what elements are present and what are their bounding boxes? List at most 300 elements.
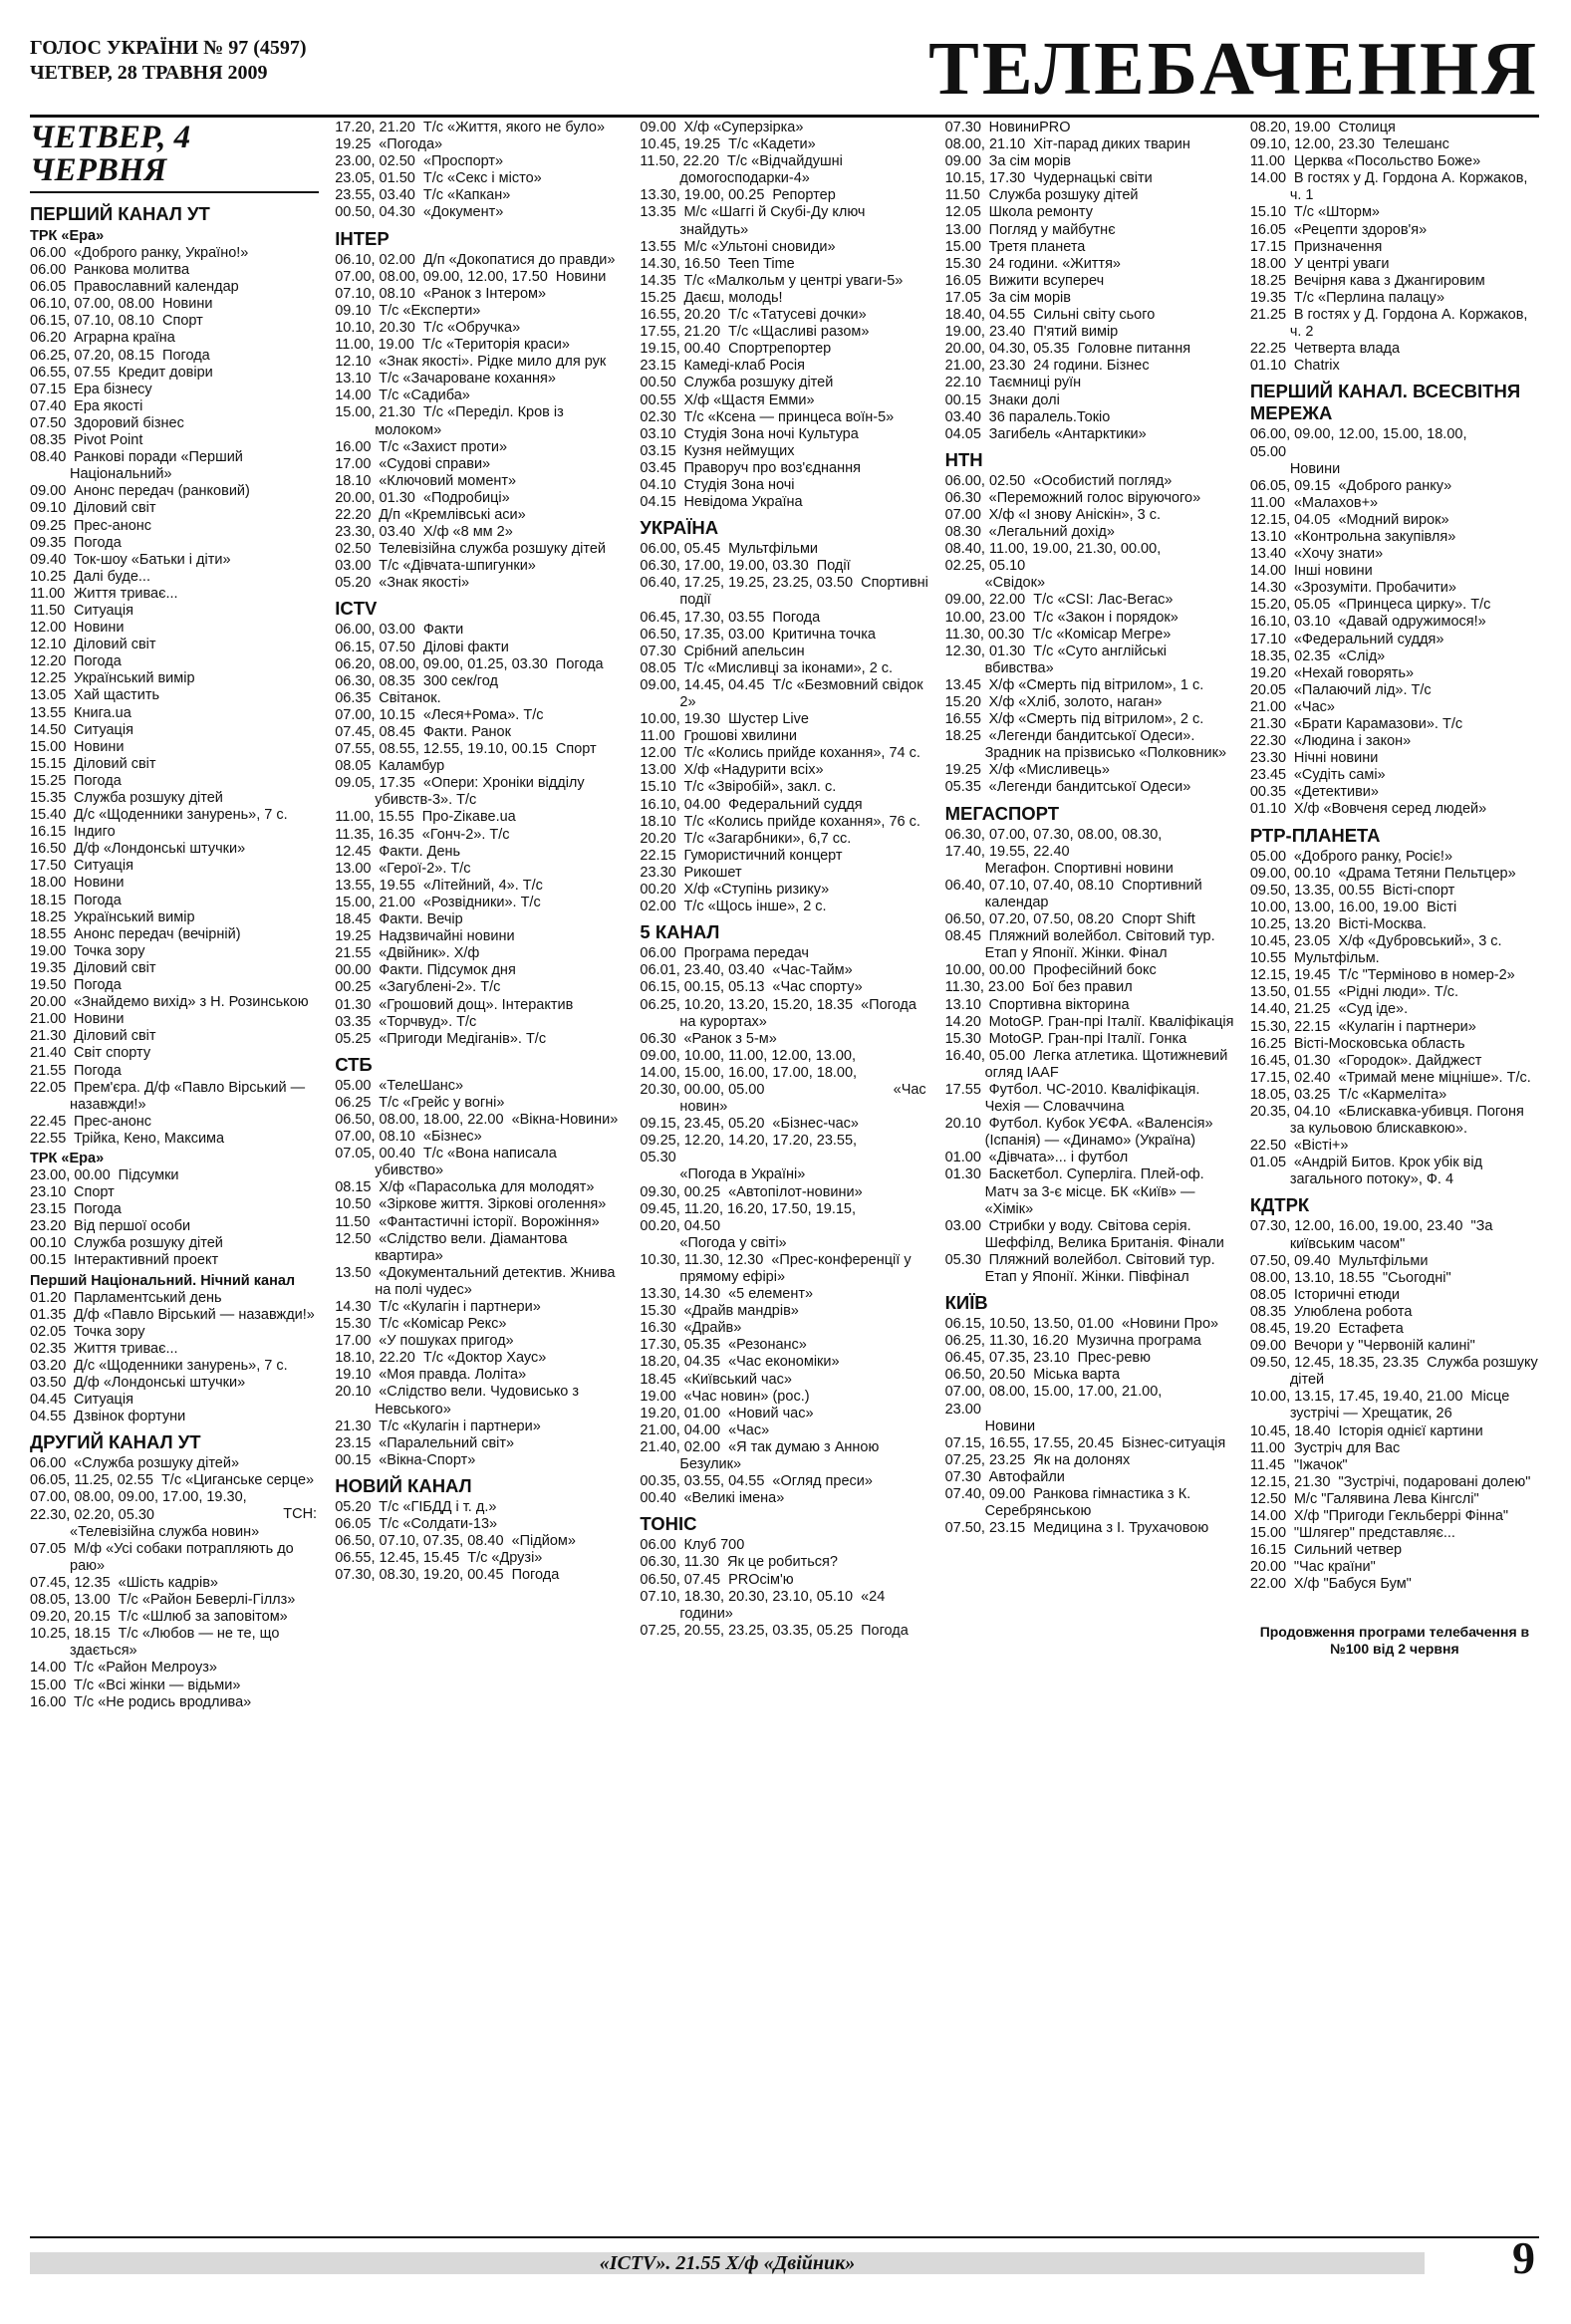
program-title: «Шість кадрів» (118, 1574, 218, 1591)
program-time: 19.15, 00.40 (640, 341, 721, 358)
program-time: 15.00, 21.00 (335, 894, 415, 910)
program-entry (1250, 1321, 1539, 1338)
program-time: 15.00 (944, 238, 981, 255)
channel-heading: РТР-ПЛАНЕТА (1249, 824, 1381, 846)
program-title: «Легенди бандитської Одеси» (988, 779, 1191, 796)
program-entry (335, 809, 624, 826)
program-title: «Контрольна закупівля» (1293, 528, 1456, 545)
program-entry (1250, 597, 1539, 614)
program-entry (945, 997, 1234, 1014)
program-title: Х/ф «І знову Аніскін», 3 с. (988, 506, 1162, 523)
program-time: 03.15 (640, 442, 676, 459)
program-time: 06.30, 17.00, 19.00, 03.30 (640, 558, 809, 575)
program-title: Третя планета (988, 238, 1086, 255)
program-title: Х/ф «Ступінь ризику» (683, 882, 830, 899)
program-time: 21.40, 02.00 (640, 1438, 721, 1455)
program-title: Вісті-Московська область (1293, 1035, 1465, 1052)
program-title: Х/ф «Мисливець» (988, 762, 1110, 779)
program-title: Інтерактивний проект (74, 1252, 219, 1269)
program-entry (945, 1384, 1234, 1434)
program-entry (640, 644, 928, 660)
program-entry (640, 409, 928, 426)
program-title: Ранкова гімнастика з К. Серебрянською (984, 1486, 1191, 1520)
program-entry (640, 204, 928, 238)
program-entry (30, 603, 319, 620)
program-title: Т/с «Друзі» (467, 1550, 543, 1567)
program-entry (945, 273, 1234, 290)
program-title: Т/с «Татусеві дочки» (728, 307, 867, 324)
program-title: М/с «Ультоні сновиди» (683, 238, 836, 255)
program-title: «Погода на курортах» (679, 996, 916, 1030)
program-title: Точка зору (74, 1323, 145, 1340)
program-entry (30, 313, 319, 330)
program-time: 07.00, 08.00, 09.00, 17.00, 19.30, 22.30, 02.20, 05.30 (30, 1489, 247, 1523)
program-time: 20.05 (1249, 681, 1287, 698)
program-time: 22.00 (1249, 1576, 1287, 1593)
channel-heading: УКРАЇНА (640, 517, 719, 539)
program-entry (1250, 933, 1539, 950)
program-time: 17.00 (335, 1333, 372, 1350)
program-title: Вижити всупереч (988, 272, 1105, 289)
program-entry (30, 807, 319, 824)
program-time: 12.25 (30, 670, 67, 687)
program-title: Пляжний волейбол. Світовий тур. Етап у Японії. Жінки. Фінал (984, 928, 1215, 962)
program-entry (640, 1537, 928, 1554)
program-time: 23.05, 01.50 (335, 170, 415, 187)
program-time: 18.05, 03.25 (1249, 1086, 1331, 1103)
program-title: «Фантастичні історії. Ворожіння» (379, 1213, 600, 1230)
program-entry (1250, 1087, 1539, 1104)
program-entry (640, 1184, 928, 1201)
program-time: 03.50 (30, 1375, 67, 1391)
program-title: Погляд у майбутнє (988, 221, 1116, 238)
program-entry (335, 1384, 624, 1418)
program-title: «Знайдемо вихід» з Н. Розинською (74, 994, 309, 1011)
program-title: М/с «Шаггі й Скубі-Ду ключ знайдуть» (679, 204, 866, 238)
program-entry (640, 711, 928, 728)
program-entry (30, 483, 319, 500)
program-title: Український вимір (74, 908, 195, 925)
program-title: Естафета (1338, 1321, 1404, 1337)
program-title: Загибель «Антарктики» (988, 425, 1147, 442)
program-entry (1250, 1138, 1539, 1155)
program-entry (335, 673, 624, 690)
program-entry (335, 187, 624, 204)
program-entry (335, 136, 624, 153)
program-title: Т/с «Зачароване кохання» (379, 371, 556, 387)
program-title: «ТелеШанс» (379, 1077, 464, 1094)
program-time: 17.00 (335, 455, 372, 472)
program-time: 21.00, 23.30 (944, 358, 1026, 375)
program-title: Служба розшуку дітей (683, 375, 834, 391)
program-entry (1250, 665, 1539, 682)
program-title: Бої без правил (1032, 979, 1133, 996)
program-time: 06.20 (30, 330, 67, 347)
program-entry (945, 204, 1234, 221)
program-time: 21.00 (30, 1011, 67, 1028)
program-time: 06.30 (640, 1030, 676, 1047)
program-time: 13.55, 19.55 (335, 877, 415, 894)
program-entry (945, 1166, 1234, 1217)
program-entry (1250, 1474, 1539, 1491)
program-time: 02.05 (30, 1323, 67, 1340)
program-title: Т/с «Всі жінки — відьми» (74, 1677, 241, 1693)
program-time: 05.25 (335, 1030, 372, 1047)
program-time: 12.10 (30, 637, 67, 653)
program-time: 10.10, 20.30 (335, 319, 415, 336)
program-title: Погода (162, 347, 210, 364)
program-entry (30, 279, 319, 296)
program-time: 09.10 (30, 500, 67, 517)
program-time: 18.55 (30, 925, 67, 942)
program-entry (30, 841, 319, 858)
program-entry (1250, 699, 1539, 716)
program-entry (640, 273, 928, 290)
program-entry (1250, 984, 1539, 1001)
program-entry (30, 943, 319, 960)
program-time: 19.20 (1249, 664, 1287, 681)
program-time: 11.50 (335, 1213, 371, 1230)
program-title: 24 години. Бізнес (1033, 358, 1150, 375)
program-entry (335, 1196, 624, 1213)
channel-heading: КДТРК (1249, 1194, 1310, 1216)
program-title: Новини (74, 875, 125, 892)
program-time: 06.05, 11.25, 02.55 (30, 1472, 153, 1489)
program-entry (1250, 307, 1539, 341)
program-entry (945, 239, 1234, 256)
program-entry (1250, 916, 1539, 933)
program-entry (640, 256, 928, 273)
program-title: «Слідство вели. Діамантова квартира» (375, 1230, 568, 1264)
program-title: «Погода» (379, 136, 443, 153)
program-time: 18.10 (640, 813, 676, 830)
program-time: 09.00 (30, 483, 67, 500)
program-time: 16.30 (640, 1320, 676, 1337)
program-entry (945, 358, 1234, 375)
program-time: 09.35 (30, 534, 67, 551)
program-title: Критична точка (772, 626, 876, 643)
program-title: «Час» (728, 1421, 770, 1438)
program-title: «Літейний, 4». Т/с (422, 877, 543, 894)
program-title: Погода (511, 1567, 560, 1584)
program-entry (335, 1350, 624, 1367)
program-time: 12.15, 21.30 (1249, 1473, 1331, 1490)
program-time: 02.35 (30, 1340, 67, 1357)
program-entry (640, 779, 928, 796)
program-title: Професійний бокс (1033, 962, 1157, 979)
program-time: 07.10, 18.30, 20.30, 23.10, 05.10 (640, 1588, 854, 1605)
program-entry (640, 997, 928, 1031)
program-entry (335, 120, 624, 136)
program-entry (30, 449, 319, 483)
program-entry (335, 1146, 624, 1179)
program-time: 09.50, 13.35, 00.55 (1249, 882, 1375, 899)
program-entry (335, 861, 624, 878)
program-title: «Резонанс» (728, 1337, 807, 1354)
program-entry (1250, 153, 1539, 170)
program-title: Факти. День (379, 843, 461, 860)
program-entry (945, 1316, 1234, 1333)
program-entry (945, 979, 1234, 996)
program-time: 07.10, 08.10 (335, 285, 415, 302)
program-time: 14.30 (1249, 580, 1287, 597)
program-time: 21.30 (1249, 716, 1287, 732)
channel-heading: НОВИЙ КАНАЛ (335, 1474, 472, 1496)
program-title: «Подробиці» (422, 489, 510, 506)
program-title: PROсім'ю (728, 1571, 794, 1588)
program-entry (945, 1116, 1234, 1150)
program-title: Події (816, 558, 851, 575)
column-2 (335, 120, 624, 2196)
program-entry (1250, 1104, 1539, 1138)
program-title: «Зіркове життя. Зіркові оголення» (379, 1196, 607, 1213)
program-title: "Іжачок" (1293, 1456, 1348, 1473)
program-entry (30, 705, 319, 722)
program-entry (335, 1452, 624, 1469)
program-title: Стрибки у воду. Світова серія. Шеффілд, Велика Британія. Фінали (984, 1217, 1224, 1251)
program-title: «Драма Тетяни Пельтцер» (1338, 865, 1516, 882)
program-title: «Принцеса цирку». Т/с (1338, 597, 1491, 614)
program-entry (1250, 648, 1539, 665)
program-title: М/ф «Усі собаки потрапляють до раю» (70, 1540, 294, 1574)
program-time: 00.40 (640, 1490, 676, 1507)
program-entry (640, 358, 928, 375)
program-title: Х/ф «Щастя Емми» (683, 391, 815, 408)
program-entry (1250, 801, 1539, 818)
program-title: «Новий час» (728, 1405, 814, 1421)
program-time: 19.10 (335, 1367, 372, 1384)
program-time: 07.30, 12.00, 16.00, 19.00, 23.40 (1249, 1218, 1463, 1235)
program-title: Головне питання (1077, 341, 1191, 358)
program-time: 13.55 (640, 238, 676, 255)
program-title: «24 години» (679, 1588, 886, 1622)
program-entry (30, 1472, 319, 1489)
program-entry (30, 1660, 319, 1677)
program-entry (335, 1231, 624, 1265)
program-entry (1250, 529, 1539, 546)
program-time: 22.15 (640, 847, 676, 864)
program-entry (1250, 341, 1539, 358)
program-entry (1250, 883, 1539, 900)
program-title: Улюблена робота (1293, 1303, 1413, 1320)
program-title: Т/с «Мисливці за іконами», 2 с. (683, 659, 894, 676)
program-title: Мультфільми (1338, 1252, 1429, 1269)
program-time: 15.30 (335, 1316, 372, 1333)
program-entry (1250, 273, 1539, 290)
program-entry (640, 1554, 928, 1571)
program-entry (945, 473, 1234, 490)
program-entry (30, 875, 319, 892)
program-time: 07.50, 09.40 (1249, 1252, 1331, 1269)
program-entry (1250, 1270, 1539, 1287)
program-entry (640, 1252, 928, 1286)
program-time: 09.10, 12.00, 23.30 (1249, 136, 1375, 153)
program-title: Спорт (74, 1184, 115, 1201)
program-title: Прем'єра. Д/ф «Павло Вірський — назавжди!» (70, 1079, 306, 1113)
program-entry (945, 827, 1234, 878)
program-title: «Новини Про» (1121, 1316, 1219, 1333)
program-entry (1250, 1053, 1539, 1070)
program-title: «Двійник». Х/ф (379, 945, 480, 962)
program-time: 23.20 (30, 1218, 67, 1235)
program-entry (945, 290, 1234, 307)
program-entry (640, 120, 928, 136)
program-entry (30, 1063, 319, 1080)
program-entry (640, 1048, 928, 1116)
program-title: «Доброго ранку, Росіє!» (1293, 848, 1453, 865)
program-time: 12.15, 19.45 (1249, 967, 1331, 984)
program-entry (1250, 580, 1539, 597)
program-time: 13.50, 01.55 (1249, 984, 1331, 1001)
program-title: Життя триває... (74, 585, 178, 602)
program-title: «Ранок з 5-м» (683, 1030, 777, 1047)
program-entry (945, 1150, 1234, 1166)
program-title: Прес-анонс (74, 517, 152, 534)
program-time: 17.30, 05.35 (640, 1337, 721, 1354)
program-time: 08.45, 19.20 (1249, 1321, 1331, 1337)
program-time: 04.55 (30, 1409, 67, 1425)
program-title: Т/с «Територія краси» (421, 337, 570, 354)
program-time: 13.05 (30, 687, 67, 704)
program-time: 02.00 (640, 899, 676, 915)
program-title: Т/с «Кулагін і партнери» (379, 1299, 541, 1315)
program-time: 03.20 (30, 1357, 67, 1374)
program-time: 09.00 (640, 120, 676, 135)
program-entry (1250, 290, 1539, 307)
program-entry (945, 1218, 1234, 1252)
program-time: 06.25, 10.20, 13.20, 15.20, 18.35 (640, 996, 854, 1013)
program-title: Даєш, молодь! (683, 289, 783, 306)
program-title: Служба розшуку дітей (74, 790, 223, 806)
program-time: 06.55, 07.55 (30, 364, 111, 381)
program-time: 03.45 (640, 459, 676, 476)
program-title: Т/с «Закон і порядок» (1033, 609, 1178, 626)
program-title: Т/с «Доктор Хаус» (422, 1350, 547, 1367)
program-title: «Кулагін і партнери» (1338, 1018, 1476, 1035)
program-title: «Бізнес» (422, 1129, 482, 1146)
program-entry (335, 1179, 624, 1196)
program-time: 20.00 (30, 994, 67, 1011)
program-time: 00.10 (30, 1235, 67, 1252)
program-title: «Загублені-2». Т/с (379, 979, 501, 996)
program-title: Т/с «Переділ. Кров із молоком» (375, 404, 564, 438)
program-time: 22.50 (1249, 1138, 1287, 1155)
program-time: 02.30 (640, 408, 676, 425)
program-time: 08.00, 13.10, 18.55 (1249, 1269, 1375, 1286)
program-entry (1250, 1440, 1539, 1457)
program-entry (30, 637, 319, 653)
program-entry (1250, 170, 1539, 204)
program-time: 08.05 (640, 659, 676, 676)
program-entry (1250, 1036, 1539, 1053)
program-time: 16.55 (944, 711, 981, 728)
program-title: MotoGP. Гран-прі Італії. Кваліфікація (988, 1013, 1234, 1030)
program-time: 08.20, 19.00 (1249, 120, 1331, 135)
program-time: 01.35 (30, 1306, 67, 1323)
program-time: 07.45, 08.45 (335, 724, 415, 740)
program-time: 17.10 (1249, 631, 1287, 647)
program-title: В гостях у Д. Гордона А. Коржаков, ч. 1 (1289, 170, 1528, 204)
program-title: Медицина з І. Трухачовою (1033, 1520, 1209, 1537)
program-entry (335, 439, 624, 456)
program-title: Спортивні події (679, 575, 928, 609)
program-entry (30, 245, 319, 262)
program-entry (1250, 222, 1539, 239)
program-time: 09.10 (335, 302, 372, 319)
program-title: Хіт-парад диких тварин (1033, 136, 1190, 153)
program-time: 09.30, 00.25 (640, 1183, 721, 1200)
program-time: 00.50 (640, 375, 676, 391)
program-title: Прес-ревю (1077, 1350, 1151, 1367)
program-entry (640, 677, 928, 711)
masthead-info (30, 36, 307, 86)
program-entry (1250, 1304, 1539, 1321)
program-time: 23.55, 03.40 (335, 187, 415, 204)
program-entry (30, 1409, 319, 1425)
program-entry (335, 928, 624, 945)
program-title: Як це робиться? (727, 1554, 838, 1571)
program-entry (335, 354, 624, 371)
program-entry (1250, 632, 1539, 648)
program-time: 22.45 (30, 1113, 67, 1130)
program-time: 07.00, 08.00, 09.00, 12.00, 17.50 (335, 268, 548, 285)
program-title: Сильні світу сього (1033, 307, 1156, 324)
program-title: Новини (162, 296, 213, 313)
program-title: «Хочу знати» (1293, 546, 1384, 563)
program-time: 07.40 (30, 397, 67, 414)
program-title: Т/с «ГІБДД і т. д.» (379, 1498, 497, 1515)
program-time: 07.25, 23.25 (944, 1451, 1026, 1468)
program-title: Т/с «Циганське серце» (160, 1472, 315, 1489)
program-entry (30, 994, 319, 1011)
program-entry (945, 928, 1234, 962)
program-title: «Опери: Хроніки відділу убивств-3». Т/с (375, 775, 585, 809)
program-title: Д/ф «Лондонські штучки» (74, 841, 246, 858)
program-entry (335, 204, 624, 221)
program-title: Хай щастить (74, 687, 160, 704)
program-title: Книга.ua (74, 704, 131, 721)
program-entry (640, 477, 928, 494)
program-entry (640, 1439, 928, 1473)
column-5 (1250, 120, 1539, 2196)
program-entry (335, 387, 624, 404)
program-time: 23.15 (30, 1201, 67, 1218)
program-entry (335, 286, 624, 303)
program-entry (640, 627, 928, 644)
program-entry (1250, 950, 1539, 967)
program-entry (30, 1218, 319, 1235)
program-title: «Рідні люди». Т/с. (1338, 984, 1459, 1001)
program-time: 16.15 (1249, 1542, 1287, 1559)
program-entry (30, 1626, 319, 1660)
program-title: Чудернацькі світи (1033, 170, 1153, 187)
program-entry (335, 1129, 624, 1146)
program-entry (30, 262, 319, 279)
program-title: Програма передач (683, 945, 809, 962)
program-entry (335, 741, 624, 758)
program-time: 22.55 (30, 1130, 67, 1147)
program-title: Історія однієї картини (1338, 1422, 1483, 1439)
program-time: 15.15 (30, 755, 67, 772)
program-time: 06.50, 07.20, 07.50, 08.20 (944, 911, 1114, 928)
program-time: 10.45, 18.40 (1249, 1422, 1331, 1439)
program-entry (30, 858, 319, 875)
program-time: 00.35 (1249, 784, 1287, 801)
program-entry (30, 500, 319, 517)
program-time: 13.45 (944, 676, 981, 693)
program-entry (30, 739, 319, 756)
program-title: Ера бізнесу (74, 381, 152, 397)
